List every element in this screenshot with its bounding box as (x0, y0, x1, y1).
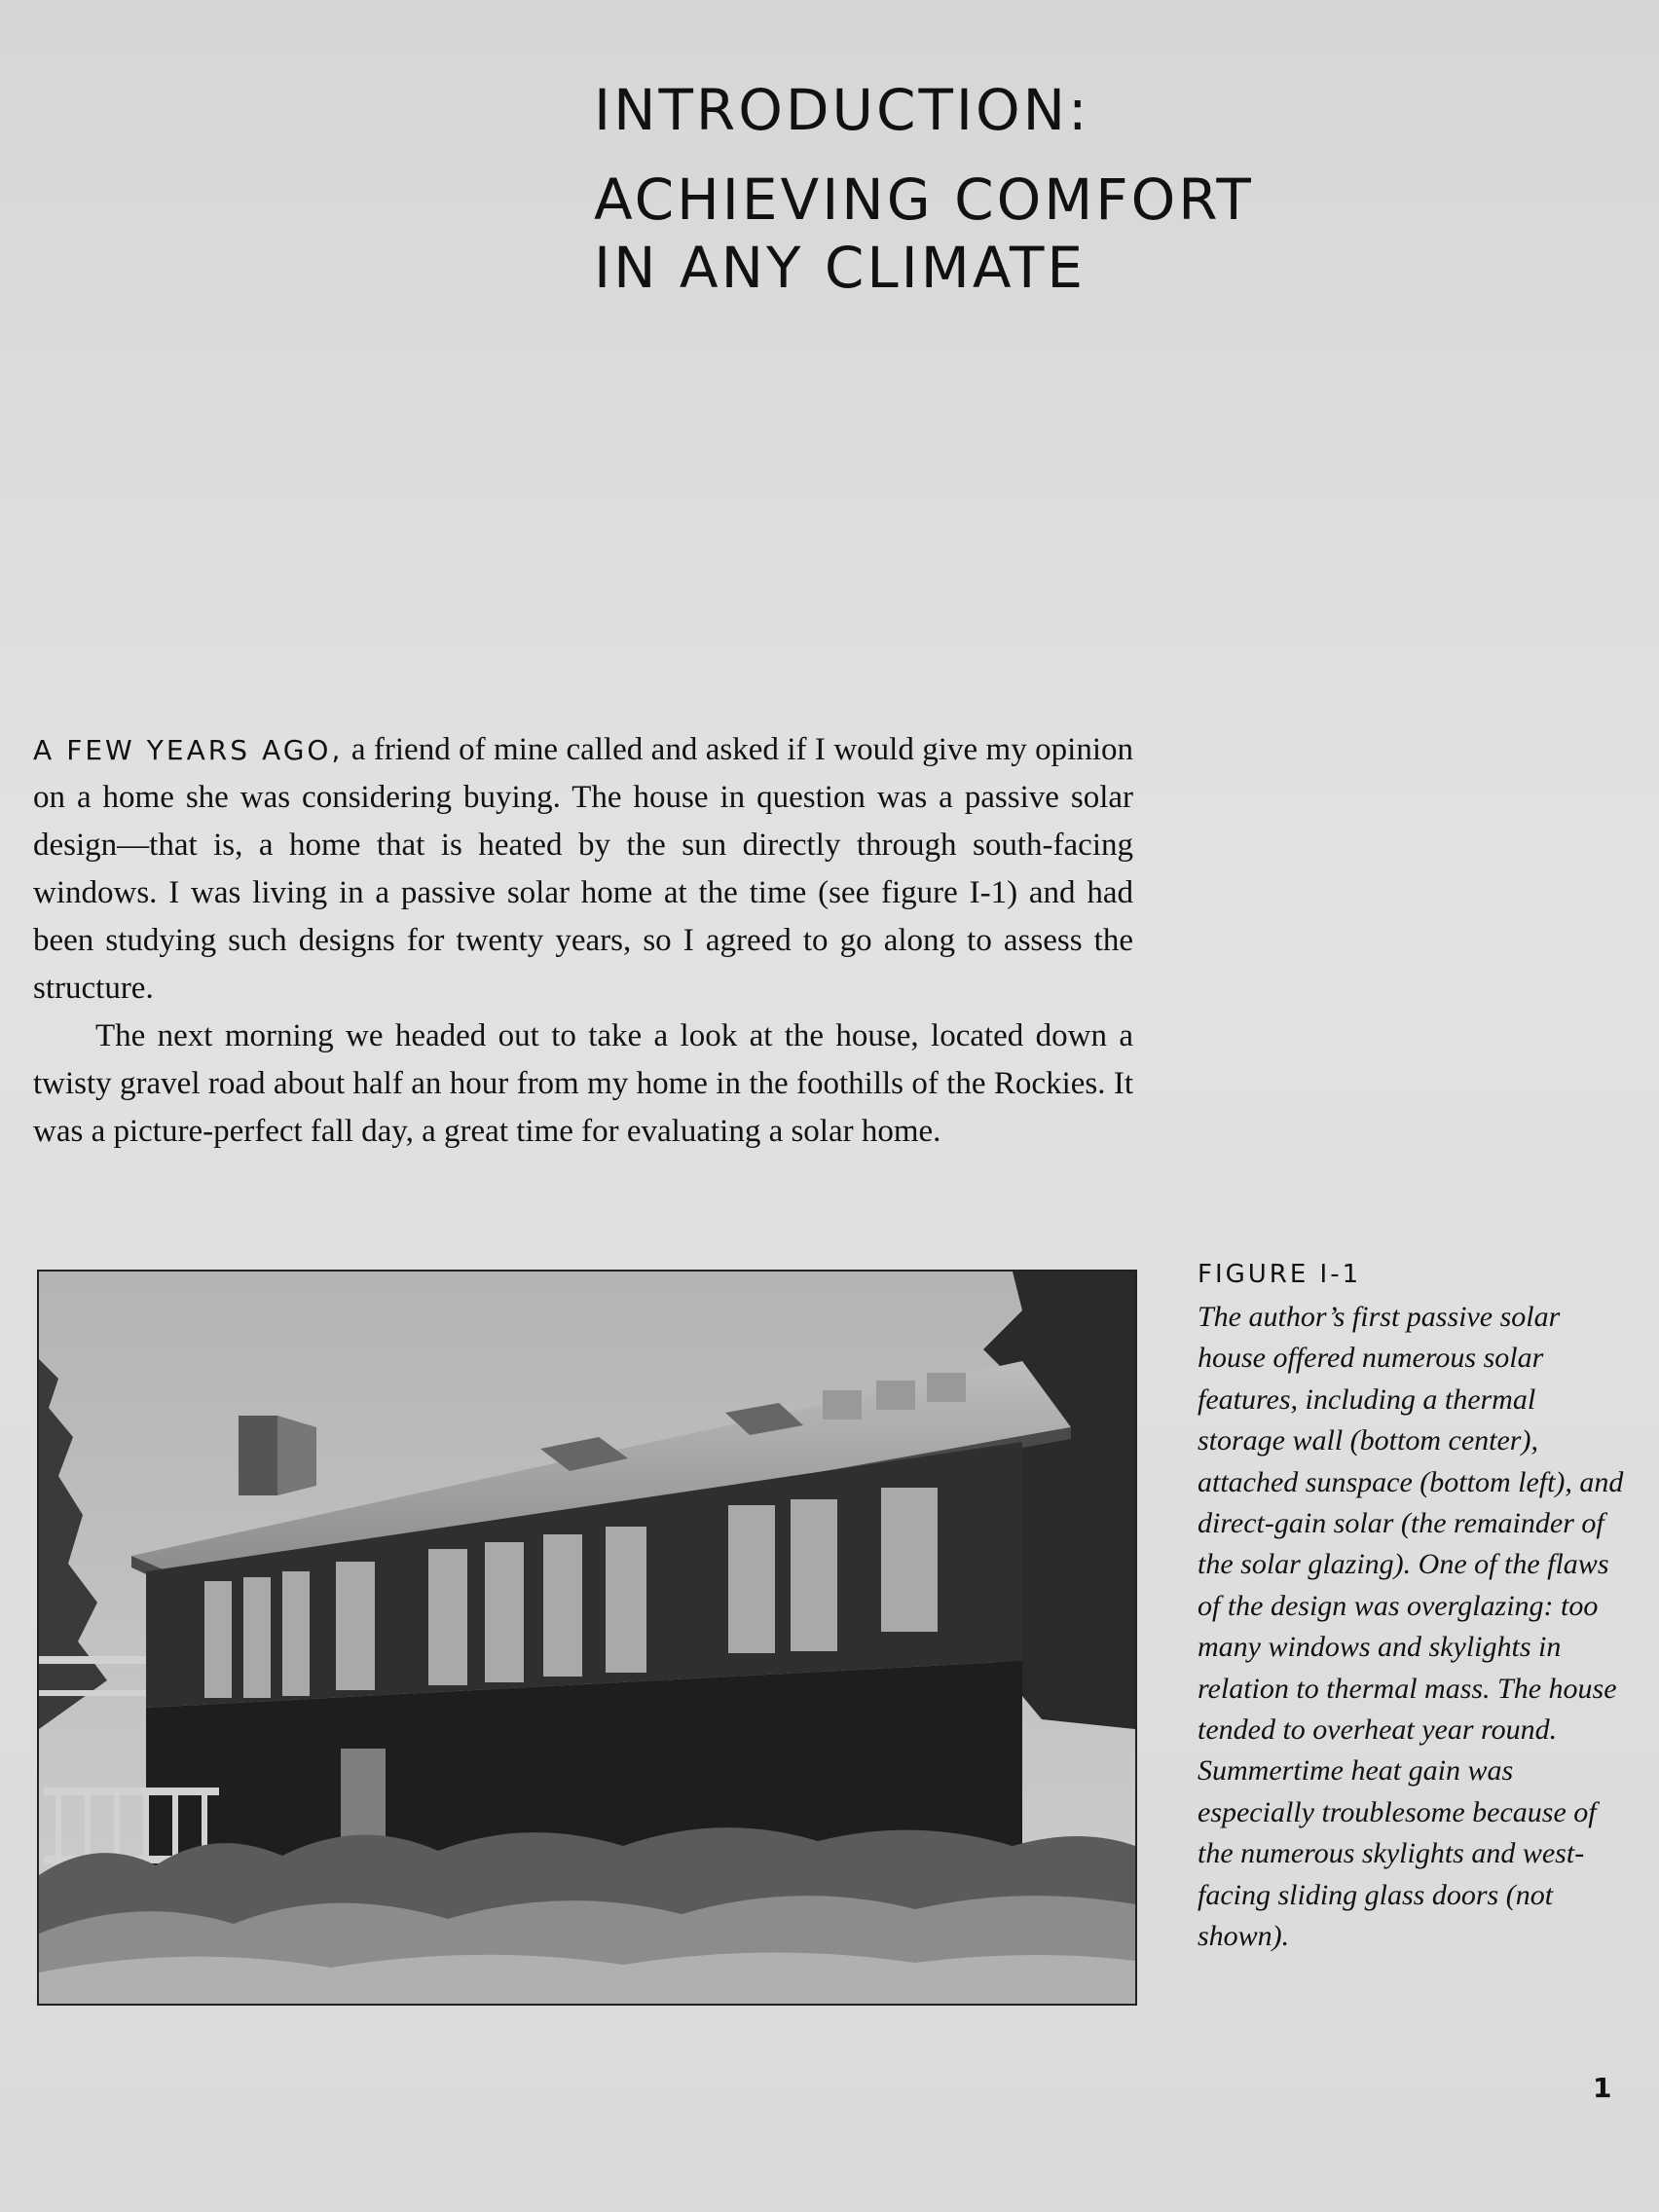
figure-photo-solar-house (37, 1270, 1137, 2006)
paragraph-1 (33, 726, 1133, 1013)
body-text (33, 726, 1133, 1156)
figure-label: FIGURE I-1 (1198, 1260, 1362, 1289)
paragraph-2: The next morning we headed out to take a look at the house, located down a twisty gravel road about half an hour from my home in the foothills of the Rockies. It was a picture-perfect fall day, a great time for evaluating a solar home. (33, 1018, 1133, 1149)
chapter-title-line-1: INTRODUCTION: (594, 77, 1090, 143)
lead-in: A FEW YEARS AGO, (33, 734, 344, 766)
chapter-title-line-3: IN ANY CLIMATE (594, 235, 1087, 301)
chapter-title-line-2: ACHIEVING COMFORT (594, 166, 1254, 233)
chapter-title (594, 76, 1470, 302)
figure-caption: The author’s first passive solar house offered numerous solar features, including a thermal storage wall (bottom center), attached sunspace (bottom left), and direct-gain solar (the remainder of the solar glazing). One of the flaws of the design was overglazing: too many windows and skylights in relation to thermal mass. The house tended to overheat year round. Summertime heat gain was especially troublesome because of the numerous skylights and west-facing sliding glass doors (not shown). (1198, 1301, 1624, 1953)
paragraph-1-text: a friend of mine called and asked if I would give my opinion on a home she was considering buying. The house in question was a passive solar design—that is, a home that is heated by the sun directly through south-facing windows. I was living in a passive solar home at the time (see figure I-1) and had been studying such designs for twenty years, so I agreed to go along to assess the structure. (33, 732, 1133, 1006)
page-number: 1 (1593, 2072, 1612, 2104)
